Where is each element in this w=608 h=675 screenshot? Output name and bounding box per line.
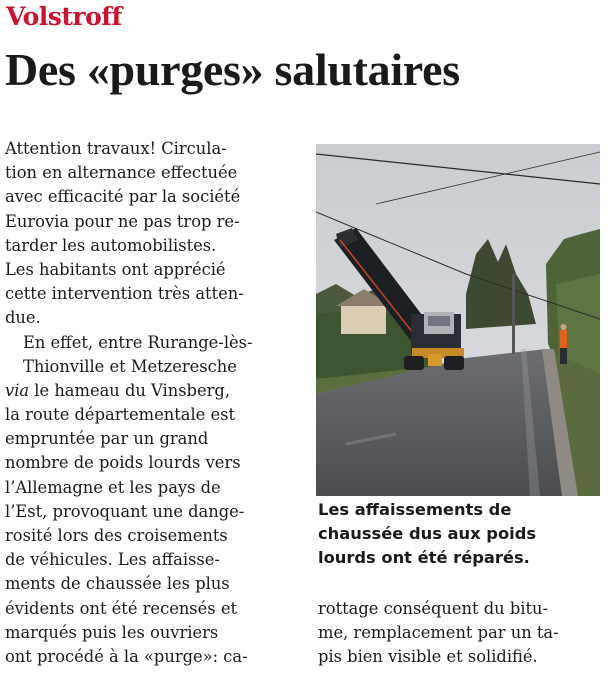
body-line: ments de chaussée les plus xyxy=(5,574,230,594)
body-line: cette intervention très atten- xyxy=(5,284,244,304)
body-line: tion en alternance effectuée xyxy=(5,163,238,183)
body-line: la route départementale est xyxy=(5,405,236,425)
body-line: évidents ont été recensés et xyxy=(5,598,238,618)
caption-line: lourds ont été réparés. xyxy=(318,548,530,568)
body-line: avec efficacité par la société xyxy=(5,187,241,207)
body-line: En effet, entre Rurange-lès- xyxy=(23,332,253,352)
caption-line: chaussée dus aux poids xyxy=(318,524,537,544)
body-line: me, remplacement par un ta- xyxy=(318,623,559,643)
article-headline: Des «purges» salutaires xyxy=(5,44,460,95)
body-line: l’Est, provoquant une dange- xyxy=(5,501,245,521)
body-line: de véhicules. Les affaisse- xyxy=(5,550,220,570)
body-line-rest: le hameau du Vinsberg, xyxy=(29,380,230,400)
body-line: rosité lors des croisements xyxy=(5,526,228,545)
body-line: due. xyxy=(5,308,41,328)
italic-word: via xyxy=(5,380,30,400)
section-kicker: Volstroff xyxy=(6,2,122,31)
caption-line: Les affaissements de xyxy=(318,500,512,519)
body-line: marqués puis les ouvriers xyxy=(5,622,219,642)
body-line: Eurovia pour ne pas trop re- xyxy=(5,211,240,231)
body-line: rottage conséquent du bitu- xyxy=(318,599,548,618)
body-line: ont procédé à la «purge»: ca- xyxy=(5,646,248,666)
photo-caption xyxy=(318,498,603,571)
body-line: empruntée par un grand xyxy=(5,429,209,449)
body-line: tarder les automobilistes. xyxy=(5,235,217,255)
road-milling-machine-photo xyxy=(316,144,600,496)
body-line: pis bien visible et solidifié. xyxy=(318,647,538,667)
body-line-with-italic xyxy=(5,379,290,403)
body-line: Attention travaux! Circula- xyxy=(5,139,227,158)
body-line: nombre de poids lourds vers xyxy=(5,453,241,473)
article-body-left xyxy=(5,137,290,669)
body-line: Les habitants ont apprécié xyxy=(5,259,226,279)
body-line: Thionville et Metzeresche xyxy=(23,356,237,376)
article-body-right xyxy=(318,597,603,670)
body-line: l’Allemagne et les pays de xyxy=(5,477,221,497)
